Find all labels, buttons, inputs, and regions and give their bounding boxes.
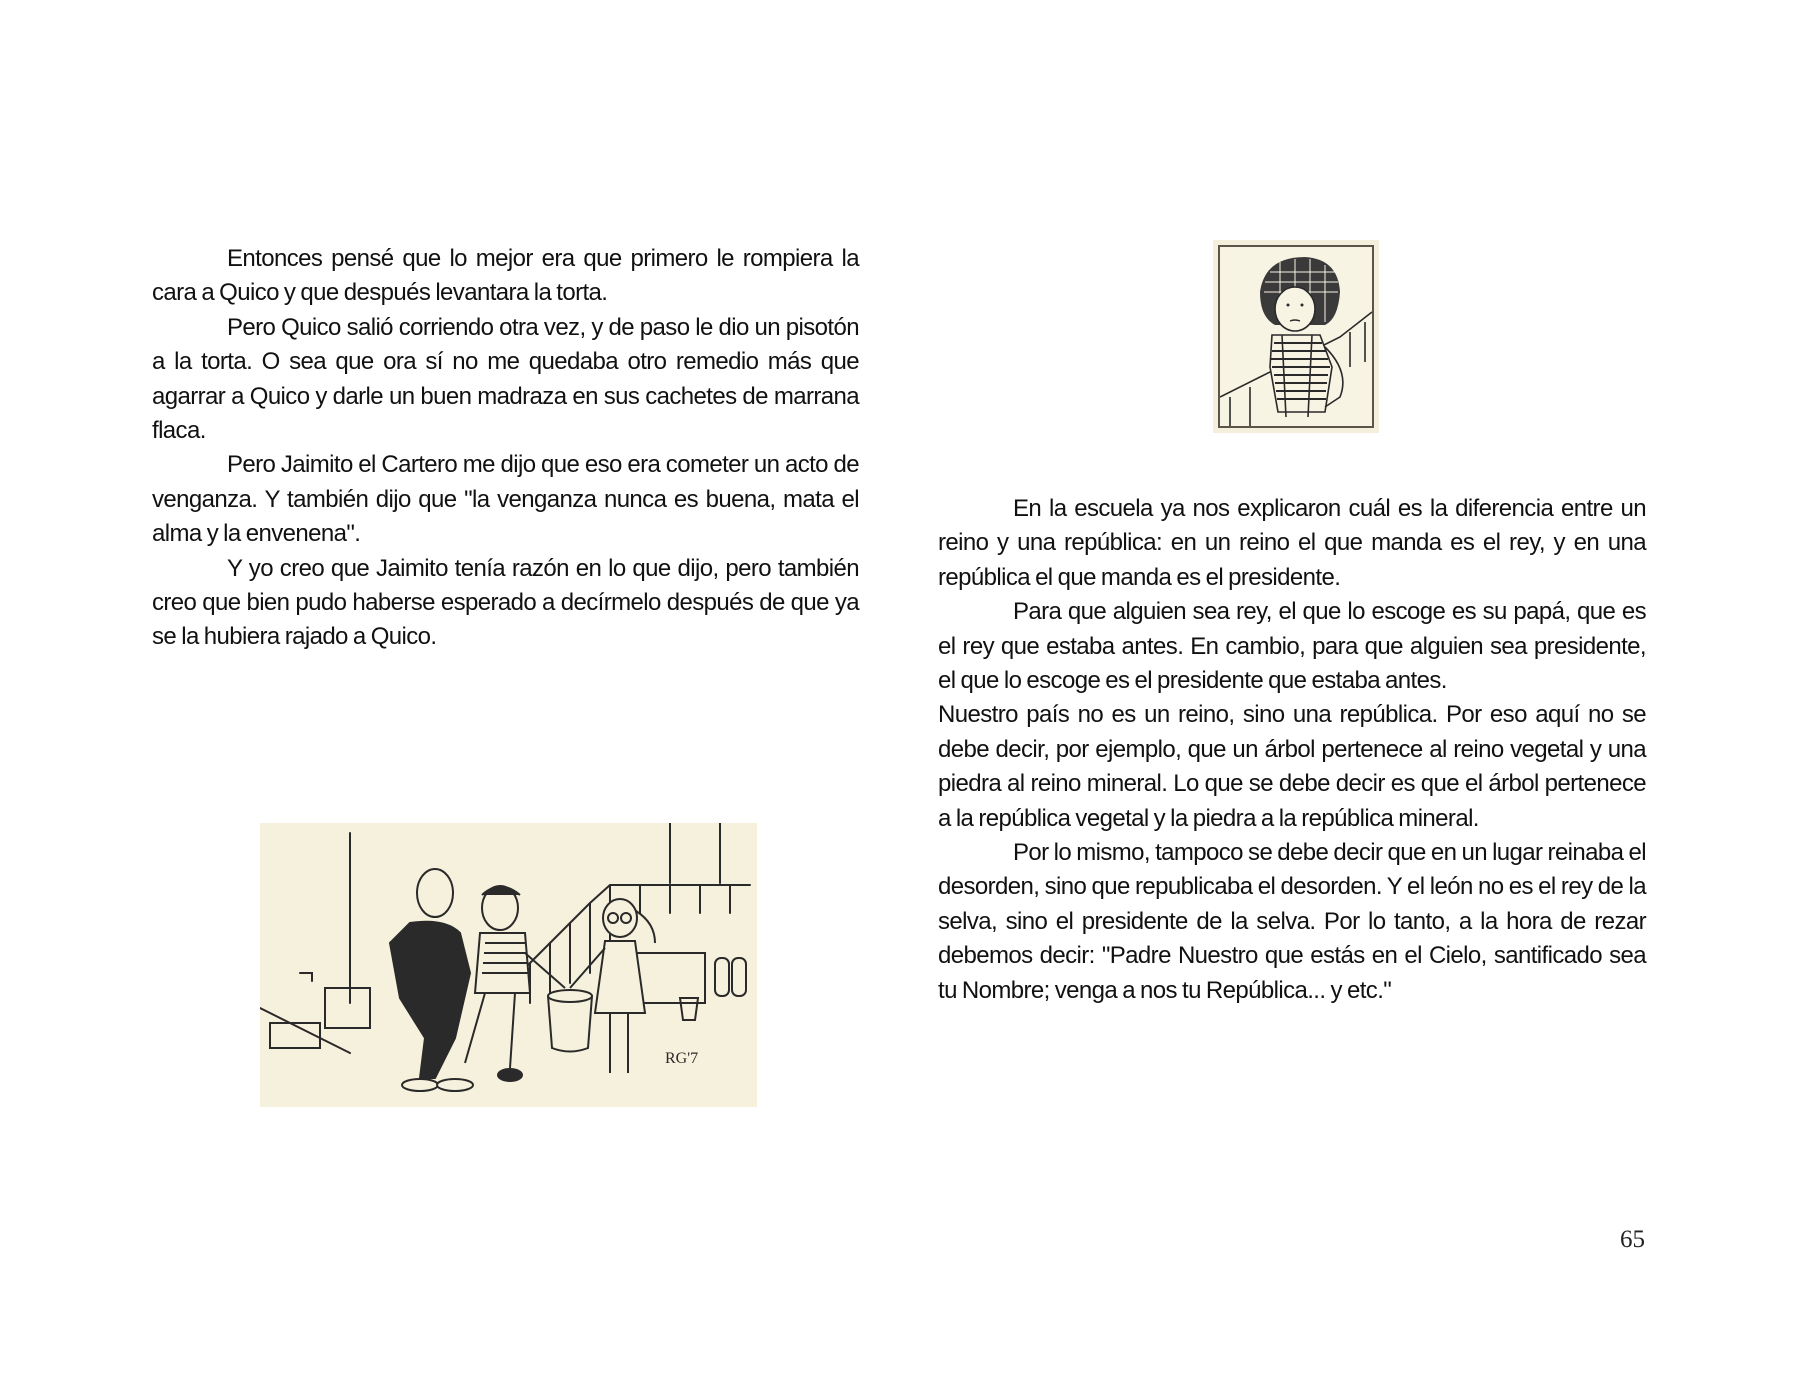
page-number: 65 [1620, 1226, 1645, 1253]
paragraph: Pero Quico salió corriendo otra vez, y de paso le dio un pisotón a la torta. O sea que ora sí no me quedaba otro remedio más que agarrar a Quico y darle un buen madraza en sus cachetes de marrana flaca. [152, 313, 859, 445]
cartoon-boy-drawing [1220, 247, 1372, 426]
portrait-border [1218, 245, 1374, 428]
paragraph: Para que alguien sea rey, el que lo escoge es su papá, que es el rey que estaba antes. En cambio, para que alguien sea presidente, el que lo escoge es el presidente que estaba antes. [938, 598, 1646, 695]
paragraph: Entonces pensé que lo mejor era que primero le rompiera la cara a Quico y que después levantara la torta. [152, 245, 859, 307]
portrait-illustration [1213, 240, 1379, 433]
cartoon-scene-drawing [260, 823, 757, 1107]
paragraph: Por lo mismo, tampoco se debe decir que en un lugar reinaba el desorden, sino que republicaba el desorden. Y el león no es el rey de la selva, sino el presidente de la selva. Por lo tanto, a la hora de rezar debemos decir: "Padre Nuestro que estás en el Cielo, santificado sea tu Nombre; venga a nos tu República... y etc." [938, 839, 1646, 1004]
paragraph: Y yo creo que Jaimito tenía razón en lo que dijo, pero también creo que bien pudo haberse esperado a decírmelo después de que ya se la hubiera rajado a Quico. [152, 554, 859, 651]
right-text-column [938, 492, 1646, 1008]
artist-signature: RG'7 [665, 1050, 699, 1067]
left-text-column [152, 242, 859, 655]
paragraph: En la escuela ya nos explicaron cuál es la diferencia entre un reino y una república: en un reino el que manda es el rey, y en una república el que manda es el presidente. [938, 495, 1646, 591]
paragraph: Nuestro país no es un reino, sino una república. Por eso aquí no se debe decir, por ejemplo, que un árbol pertenece al reino vegetal y una piedra al reino mineral. Lo que se debe decir es que el árbol pertenece a la república vegetal y la piedra a la república mineral. [938, 701, 1646, 832]
paragraph: Pero Jaimito el Cartero me dijo que eso era cometer un acto de venganza. Y también dijo que "la venganza nunca es buena, mata el alma y la envenena". [152, 451, 859, 548]
scene-illustration [260, 823, 757, 1107]
